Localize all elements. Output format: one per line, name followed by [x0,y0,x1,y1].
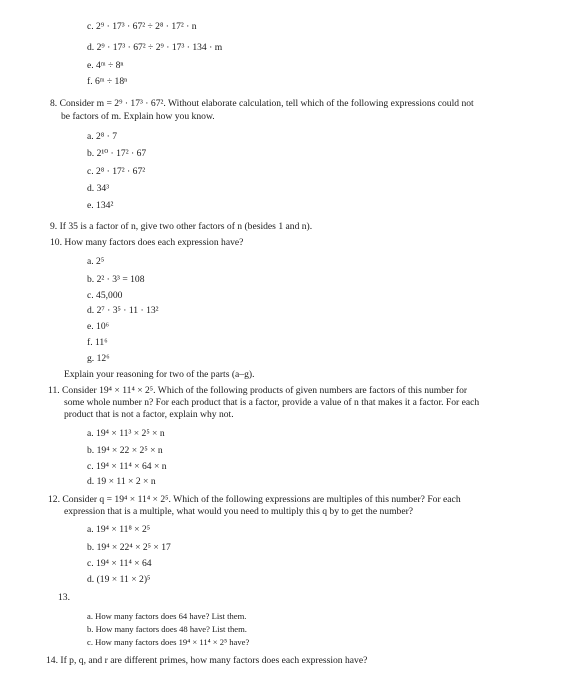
question-11-line-1: 11. Consider 19⁴ × 11⁴ × 2⁵. Which of the following products of given numbers are factors of this number for [48,385,468,396]
question-11-option-b: b. 19⁴ × 22 × 2⁵ × n [87,445,163,456]
question-10-explain: Explain your reasoning for two of the parts (a–g). [64,369,255,380]
problem-7c: c. 2⁹ · 17³ · 67² ÷ 2⁸ · 17² · n [87,21,197,32]
question-10-part-c: c. 45,000 [87,290,123,301]
question-8-option-d: d. 34³ [87,183,110,194]
problem-7e: e. 4ᵐ ÷ 8ⁿ [87,60,124,71]
question-9: 9. If 35 is a factor of n, give two other factors of n (besides 1 and n). [50,221,313,232]
question-8-option-b: b. 2¹⁰ · 17² · 67 [87,148,147,159]
problem-7d: d. 2⁹ · 17³ · 67² ÷ 2⁹ · 17³ · 134 · m [87,42,223,53]
question-8-option-a: a. 2⁸ · 7 [87,131,117,142]
question-10-part-f: f. 11⁶ [87,337,108,348]
question-11-line-2: some whole number n? For each product that is a factor, provide a value of n that makes it a factor. For each [64,397,480,408]
question-8-option-e: e. 134² [87,200,114,211]
question-12-line-1: 12. Consider q = 19⁴ × 11⁴ × 2⁵. Which of the following expressions are multiples of this number? For each [48,494,461,505]
question-13-number: 13. [58,592,70,603]
question-8-line-2: be factors of m. Explain how you know. [61,111,215,122]
question-12-option-c: c. 19⁴ × 11⁴ × 64 [87,558,152,569]
question-11-line-3: product that is not a factor, explain why not. [64,409,234,420]
question-10: 10. How many factors does each expression have? [50,237,244,248]
question-10-part-d: d. 2⁷ · 3⁵ · 11 · 13² [87,305,159,316]
question-10-part-e: e. 10⁶ [87,321,109,332]
question-10-part-g: g. 12⁶ [87,353,110,364]
problem-7f: f. 6ᵐ ÷ 18ⁿ [87,76,128,87]
question-8-option-c: c. 2⁸ · 17² · 67² [87,166,146,177]
question-12-line-2: expression that is a multiple, what would you need to multiply this q by to get the number? [64,506,414,517]
question-12-option-a: a. 19⁴ × 11⁸ × 2⁵ [87,524,151,535]
question-13-part-b: b. How many factors does 48 have? List them. [87,624,247,634]
question-11-option-a: a. 19⁴ × 11³ × 2⁵ × n [87,428,165,439]
question-10-part-a: a. 2⁵ [87,256,105,267]
question-12-option-b: b. 19⁴ × 22⁴ × 2⁵ × 17 [87,542,171,553]
question-11-option-d: d. 19 × 11 × 2 × n [87,476,156,487]
question-14: 14. If p, q, and r are different primes, how many factors does each expression have? [46,655,368,666]
question-13-part-c: c. How many factors does 19⁴ × 11⁴ × 2⁵ have? [87,637,250,647]
question-11-option-c: c. 19⁴ × 11⁴ × 64 × n [87,461,167,472]
question-13-part-a: a. How many factors does 64 have? List them. [87,611,247,621]
question-10-part-b: b. 2² · 3³ = 108 [87,274,145,285]
question-12-option-d: d. (19 × 11 × 2)⁵ [87,574,151,585]
question-8-line-1: 8. Consider m = 2⁹ · 17³ · 67². Without elaborate calculation, tell which of the following expressions could not [50,98,474,109]
